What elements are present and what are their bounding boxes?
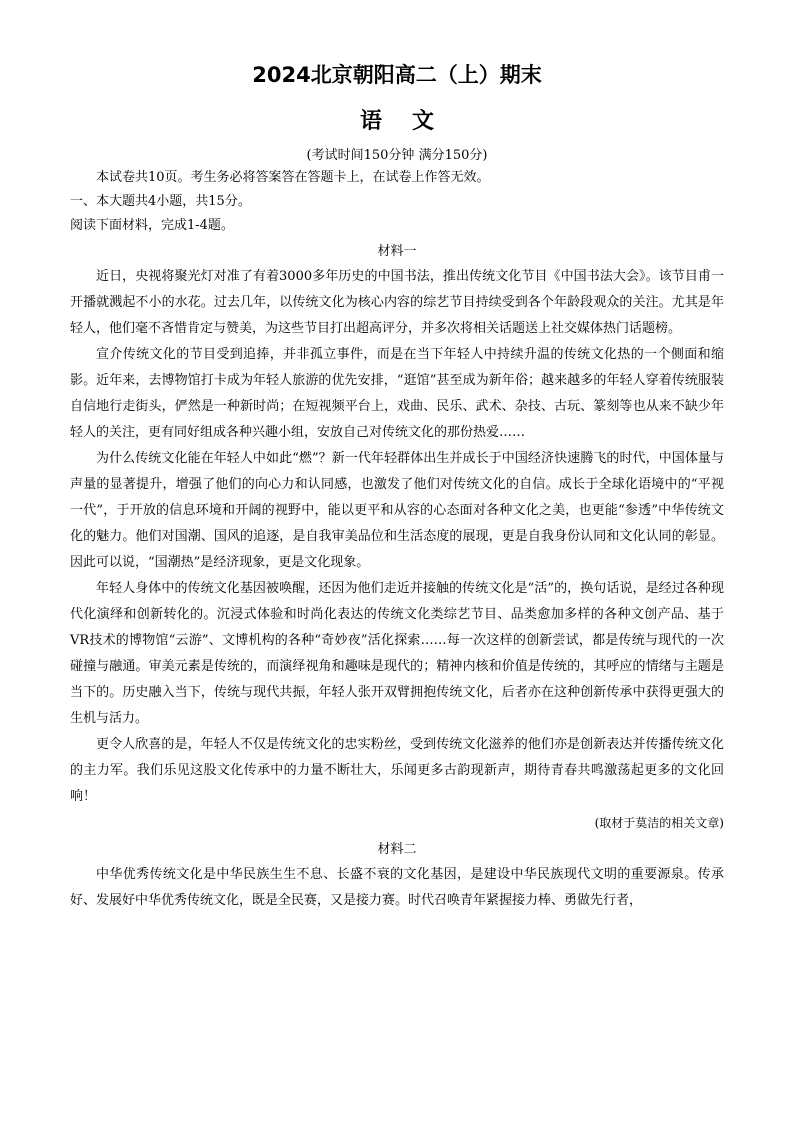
material-one-paragraph-1: 近日，央视将聚光灯对准了有着3000多年历史的中国书法，推出传统文化节目《中国书法大会》。该节目甫一开播就溅起不小的水花。过去几年，以传统文化为核心内容的综艺节目持续受到各个年龄段观众的关注。尤其是年轻人，他们毫不吝惜肯定与赞美，为这些节目打出超高评分，并多次将相关话题送上社交媒体热门话题榜。 [70,269,724,336]
part-one-heading: 一、本大题共4小题，共15分。 [70,194,251,209]
material-one-paragraph-2: 宣介传统文化的节目受到追捧，并非孤立事件，而是在当下年轻人中持续升温的传统文化热的一个侧面和缩影。近年来，去博物馆打卡成为年轻人旅游的优先安排，“逛馆”甚至成为新年俗；越来越多的年轻人穿着传统服装自信地行走街头，俨然是一种新时尚；在短视频平台上，戏曲、民乐、武术、杂技、古玩、篆刻等也从来不缺少年轻人的关注，更有同好组成各种兴趣小组，安放自己对传统文化的那份热爱…… [70,347,724,440]
exam-title: 2024北京朝阳高二（上）期末 [252,63,542,87]
material-one-paragraph-3: 为什么传统文化能在年轻人中如此“燃”？新一代年轻群体出生并成长于中国经济快速腾飞的时代，中国体量与声量的显著提升，增强了他们的向心力和认同感，也激发了他们对传统文化的自信。成长于全球化语境中的“平视一代”，于开放的信息环境和开阔的视野中，能以更平和从容的心态面对各种文化之美，也更能“参透”中华传统文化的魅力。他们对国潮、国风的追逐，是自我审美品位和生活态度的展现，更是自我身份认同和文化认同的彰显。因此可以说，“国潮热”是经济现象，更是文化现象。 [70,451,724,570]
reading-prompt: 阅读下面材料，完成1-4题。 [70,218,234,233]
material-one-paragraph-4: 年轻人身体中的传统文化基因被唤醒，还因为他们走近并接触的传统文化是“活”的，换句话说，是经过各种现代化演绎和创新转化的。沉浸式体验和时尚化表达的传统文化类综艺节目、品类愈加多样的各种文创产品、基于VR技术的博物馆“云游”、文博机构的各种“奇妙夜”活化探索……每一次这样的创新尝试，都是传统与现代的一次碰撞与融通。审美元素是传统的，而演绎视角和趣味是现代的；精神内核和价值是传统的，其呼应的情绪与主题是当下的。历史融入当下，传统与现代共振，年轻人张开双臂拥抱传统文化，后者亦在这种创新传承中获得更强大的生机与活力。 [70,581,724,726]
material-two-heading: 材料二 [377,842,417,857]
exam-notice: 本试卷共10页。考生务必将答案答在答题卡上，在试卷上作答无效。 [96,170,490,185]
subject-heading: 语文 [359,109,464,134]
material-one-paragraph-5: 更令人欣喜的是，年轻人不仅是传统文化的忠实粉丝，受到传统文化滋养的他们亦是创新表达并传播传统文化的主力军。我们乐见这股文化传承中的力量不断壮大，乐闻更多古韵现新声，期待青春共鸣激荡起更多的文化回响！ [70,737,724,804]
material-two-paragraph-1: 中华优秀传统文化是中华民族生生不息、长盛不衰的文化基因，是建设中华民族现代文明的重要源泉。传承好、发展好中华优秀传统文化，既是全民赛，又是接力赛。时代召唤青年紧握接力棒、勇做先行者， [70,867,724,908]
material-one-heading: 材料一 [377,244,417,259]
exam-info: (考试时间150分钟 满分150分) [306,148,488,163]
material-one-source: (取材于莫洁的相关文章) [594,816,724,830]
